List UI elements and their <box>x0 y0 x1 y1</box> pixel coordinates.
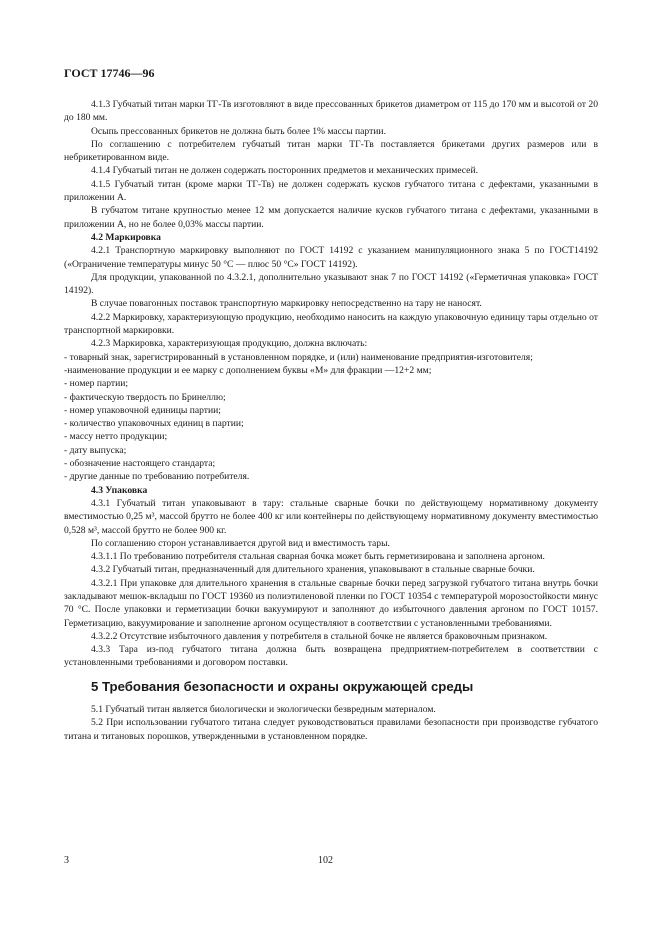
page-number: 3 <box>64 855 69 866</box>
paragraph-4-2-1: 4.2.1 Транспортную маркировку выполняют по ГОСТ 14192 с указанием манипуляционного знака 5 по ГОСТ14192 («Ограничение температуры минус 50 °С — плюс 50 °С» ГОСТ 14192). <box>64 245 598 270</box>
sheet-number: 102 <box>318 855 333 866</box>
list-item: - фактическую твердость по Бринеллю; <box>64 391 226 403</box>
paragraph-4-3-2-1: 4.3.2.1 При упаковке для длительного хранения в стальные сварные бочки перед загрузкой губчатого титана внутрь бочки закладывают мешок-вкладыш по ГОСТ 19360 из полиэтиленовой пленки по ГОСТ 10354 с температурой морозостойкости минус 70 °С. После упаковки и герметизации бочки вакуумируют и заполняют до избыточного давления аргоном по ГОСТ 10157. Герметизацию, вакуумирование и заполнение аргоном осуществляют в соответствии с установленными требованиями. <box>64 577 598 629</box>
list-item: - номер упаковочной единицы партии; <box>64 404 221 416</box>
list-item: - обозначение настоящего стандарта; <box>64 458 216 470</box>
paragraph-4-2-3: 4.2.3 Маркировка, характеризующая продукцию, должна включать: <box>91 338 368 350</box>
paragraph-5-1: 5.1 Губчатый титан является биологически и экологически безвредным материалом. <box>91 704 436 716</box>
paragraph-4-2-2: 4.2.2 Маркировку, характеризующую продукцию, необходимо наносить на каждую упаковочную единицу тары отдельно от транспортной маркировки. <box>64 311 598 337</box>
paragraph-4-3-2-2: 4.3.2.2 Отсутствие избыточного давления у потребителя в стальной бочке не является браковочным признаком. <box>91 630 548 642</box>
paragraph-5-2: 5.2 При использовании губчатого титана следует руководствоваться правилами безопасности при производстве губчатого титана и титановых порошков, утвержденными в установленном порядке. <box>64 717 598 742</box>
paragraph-4-3-1: 4.3.1 Губчатый титан упаковывают в тару: стальные сварные бочки по действующему нормативному документу вместимостью 0,25 м³, массой брутто не более 400 кг или контейнеры по действующему нормативному документу вместимостью 0,528 м³, массой брутто не более 900 кг. <box>64 497 598 536</box>
paragraph-4-3-2: 4.3.2 Губчатый титан, предназначенный для длительного хранения, упаковывают в стальные сварные бочки. <box>91 564 535 576</box>
paragraph: В случае повагонных поставок транспортную маркировку непосредственно на тару не наносят. <box>91 298 482 310</box>
list-item: - дату выпуска; <box>64 444 127 456</box>
paragraph-4-1-3: 4.1.3 Губчатый титан марки ТГ-Тв изготовляют в виде прессованных брикетов диаметром от 115 до 170 мм и высотой от 20 до 180 мм. <box>64 99 598 124</box>
list-item: - количество упаковочных единиц в партии; <box>64 418 244 430</box>
paragraph: По соглашению сторон устанавливается другой вид и вместимость тары. <box>91 537 390 549</box>
list-item: - другие данные по требованию потребителя. <box>64 471 250 483</box>
list-item: - товарный знак, зарегистрированный в установленном порядке, и (или) наименование предприятия-изготовителя; <box>64 351 533 363</box>
list-item: -наименование продукции и ее марку с дополнением буквы «М» для фракции —12+2 мм; <box>64 364 432 376</box>
paragraph-4-1-5: 4.1.5 Губчатый титан (кроме марки ТГ-Тв) не должен содержать кусков губчатого титана с дефектами, указанными в приложении А. <box>64 178 598 204</box>
paragraph: Осыпь прессованных брикетов не должна быть более 1% массы партии. <box>91 125 386 137</box>
paragraph-4-3-3: 4.3.3 Тара из-под губчатого титана должна быть возвращена предприятием-потребителем в соответствии с установленными требованиями и договором поставки. <box>64 644 598 669</box>
doc-code: ГОСТ 17746—96 <box>64 66 155 80</box>
document-body <box>64 98 598 743</box>
paragraph: По соглашению с потребителем губчатый титан марки ТГ-Тв поставляется брикетами других размеров или в небрикетированном виде. <box>64 138 598 164</box>
list-item: - массу нетто продукции; <box>64 431 168 443</box>
subsection-heading-4-2: 4.2 Маркировка <box>91 231 161 243</box>
paragraph: Для продукции, упакованной по 4.3.2.1, дополнительно указывают знак 7 по ГОСТ 14192 («Герметичная упаковка» ГОСТ 14192). <box>64 271 598 297</box>
list-item: - номер партии; <box>64 378 129 390</box>
paragraph-4-3-1-1: 4.3.1.1 По требованию потребителя стальная сварная бочка может быть герметизирована и заполнена аргоном. <box>91 551 545 563</box>
paragraph: В губчатом титане крупностью менее 12 мм допускается наличие кусков губчатого титана с дефектами, указанными в приложении А, но не более 0,03% массы партии. <box>64 205 598 230</box>
section-heading-5: 5 Требования безопасности и охраны окружающей среды <box>91 678 474 694</box>
paragraph-4-1-4: 4.1.4 Губчатый титан не должен содержать посторонних предметов и механических примесей. <box>91 165 478 177</box>
subsection-heading-4-3: 4.3 Упаковка <box>91 484 148 496</box>
